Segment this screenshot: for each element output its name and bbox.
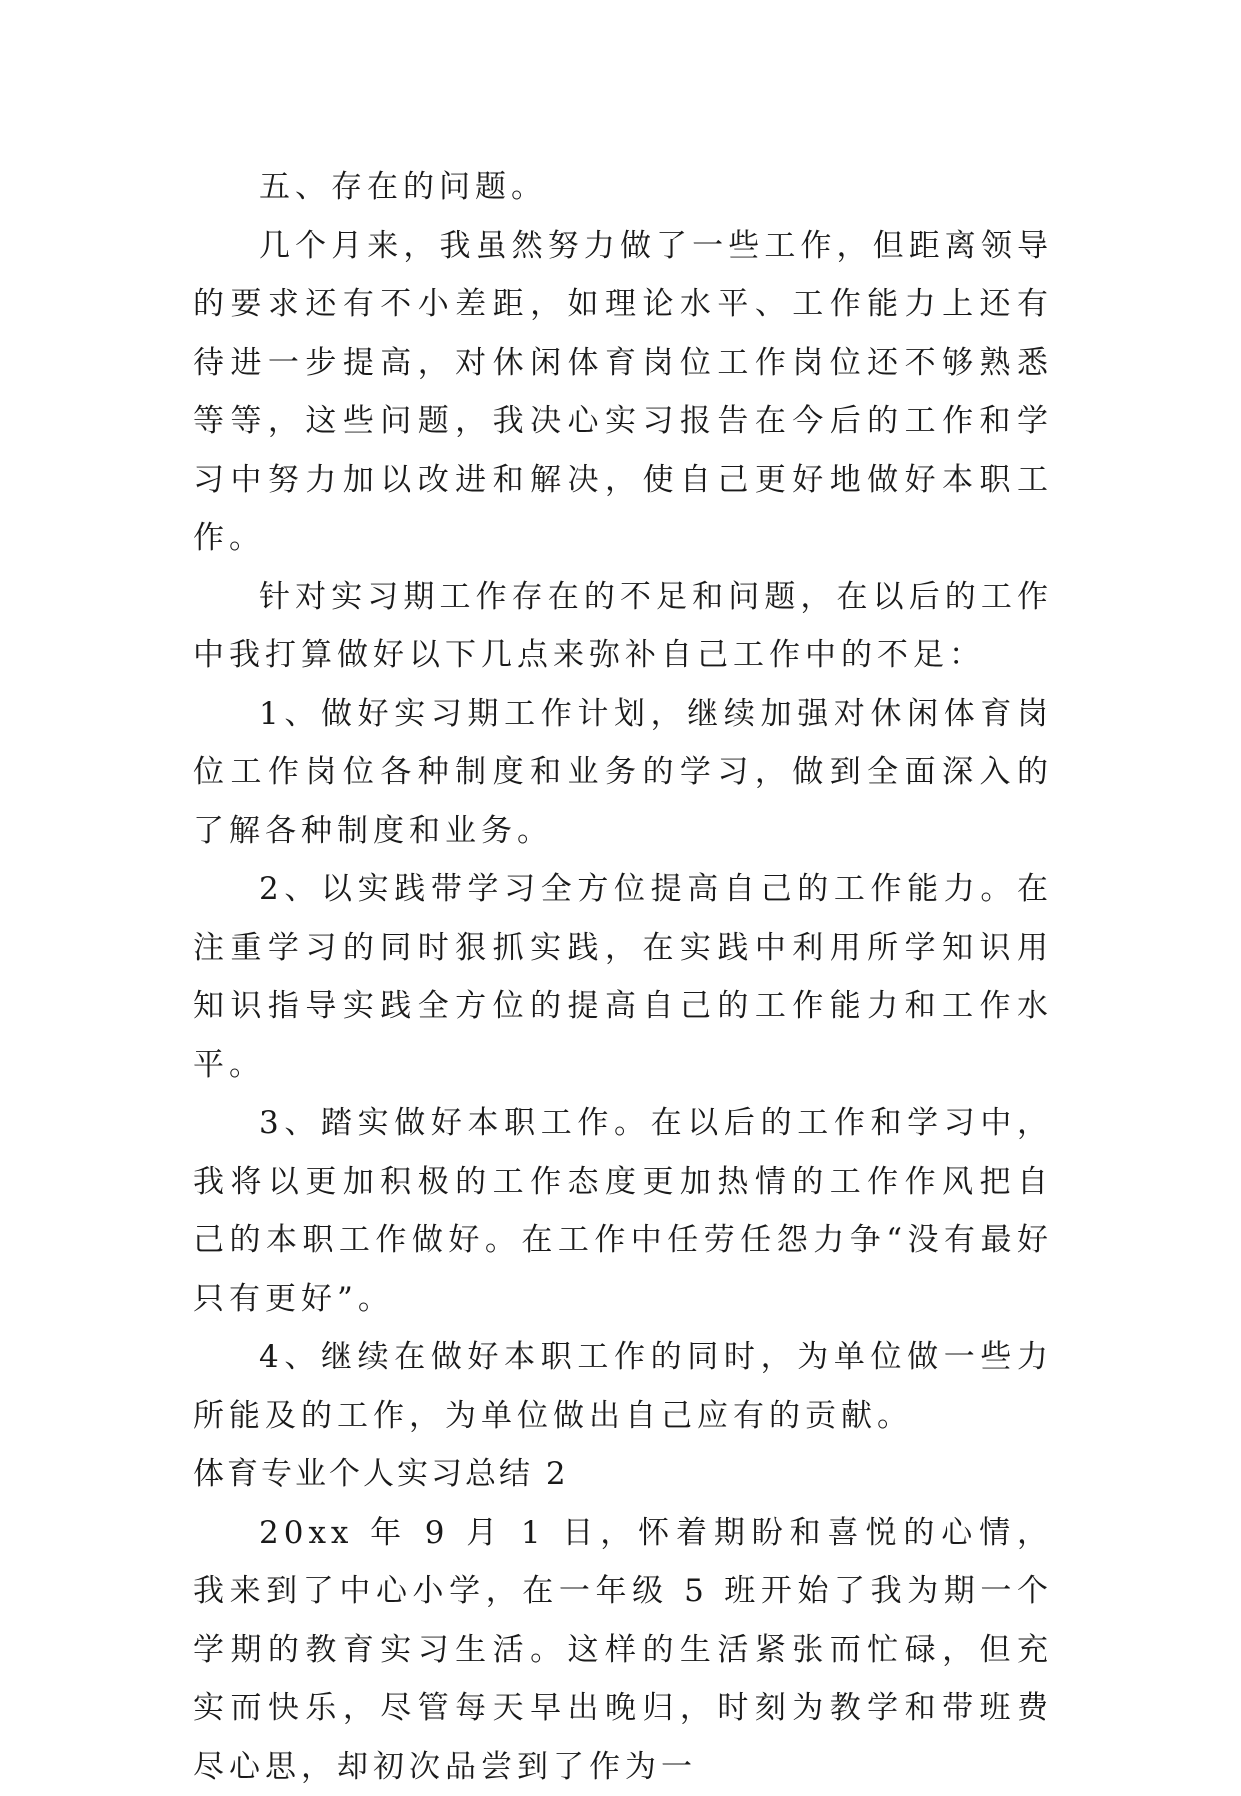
list-item-3: 3、踏实做好本职工作。在以后的工作和学习中，我将以更加积极的工作态度更加热情的工作作风把自己的本职工作做好。在工作中任劳任怨力争“没有最好只有更好”。 [193,1094,1053,1328]
paragraph-shortcomings: 几个月来，我虽然努力做了一些工作，但距离领导的要求还有不小差距，如理论水平、工作能力上还有待进一步提高，对休闲体育岗位工作岗位还不够熟悉等等，这些问题，我决心实习报告在今后的工作和学习中努力加以改进和解决，使自己更好地做好本职工作。 [193,217,1053,568]
document-section-title: 体育专业个人实习总结 2 [193,1445,1053,1504]
paragraph-improvement-intro: 针对实习期工作存在的不足和问题，在以后的工作中我打算做好以下几点来弥补自己工作中的不足： [193,568,1053,685]
list-item-4: 4、继续在做好本职工作的同时，为单位做一些力所能及的工作，为单位做出自己应有的贡献。 [193,1328,1053,1445]
paragraph-internship-start: 20xx 年 9 月 1 日，怀着期盼和喜悦的心情，我来到了中心小学，在一年级 5 班开始了我为期一个学期的教育实习生活。这样的生活紧张而忙碌，但充实而快乐，尽管每天早出晚归，时刻为教学和带班费尽心思，却初次品尝到了作为一 [193,1504,1053,1796]
document-body [193,158,1053,1796]
list-item-2: 2、以实践带学习全方位提高自己的工作能力。在注重学习的同时狠抓实践，在实践中利用所学知识用知识指导实践全方位的提高自己的工作能力和工作水平。 [193,860,1053,1094]
list-item-1: 1、做好实习期工作计划，继续加强对休闲体育岗位工作岗位各种制度和业务的学习，做到全面深入的了解各种制度和业务。 [193,685,1053,861]
section-heading-problems: 五、存在的问题。 [193,158,1053,217]
